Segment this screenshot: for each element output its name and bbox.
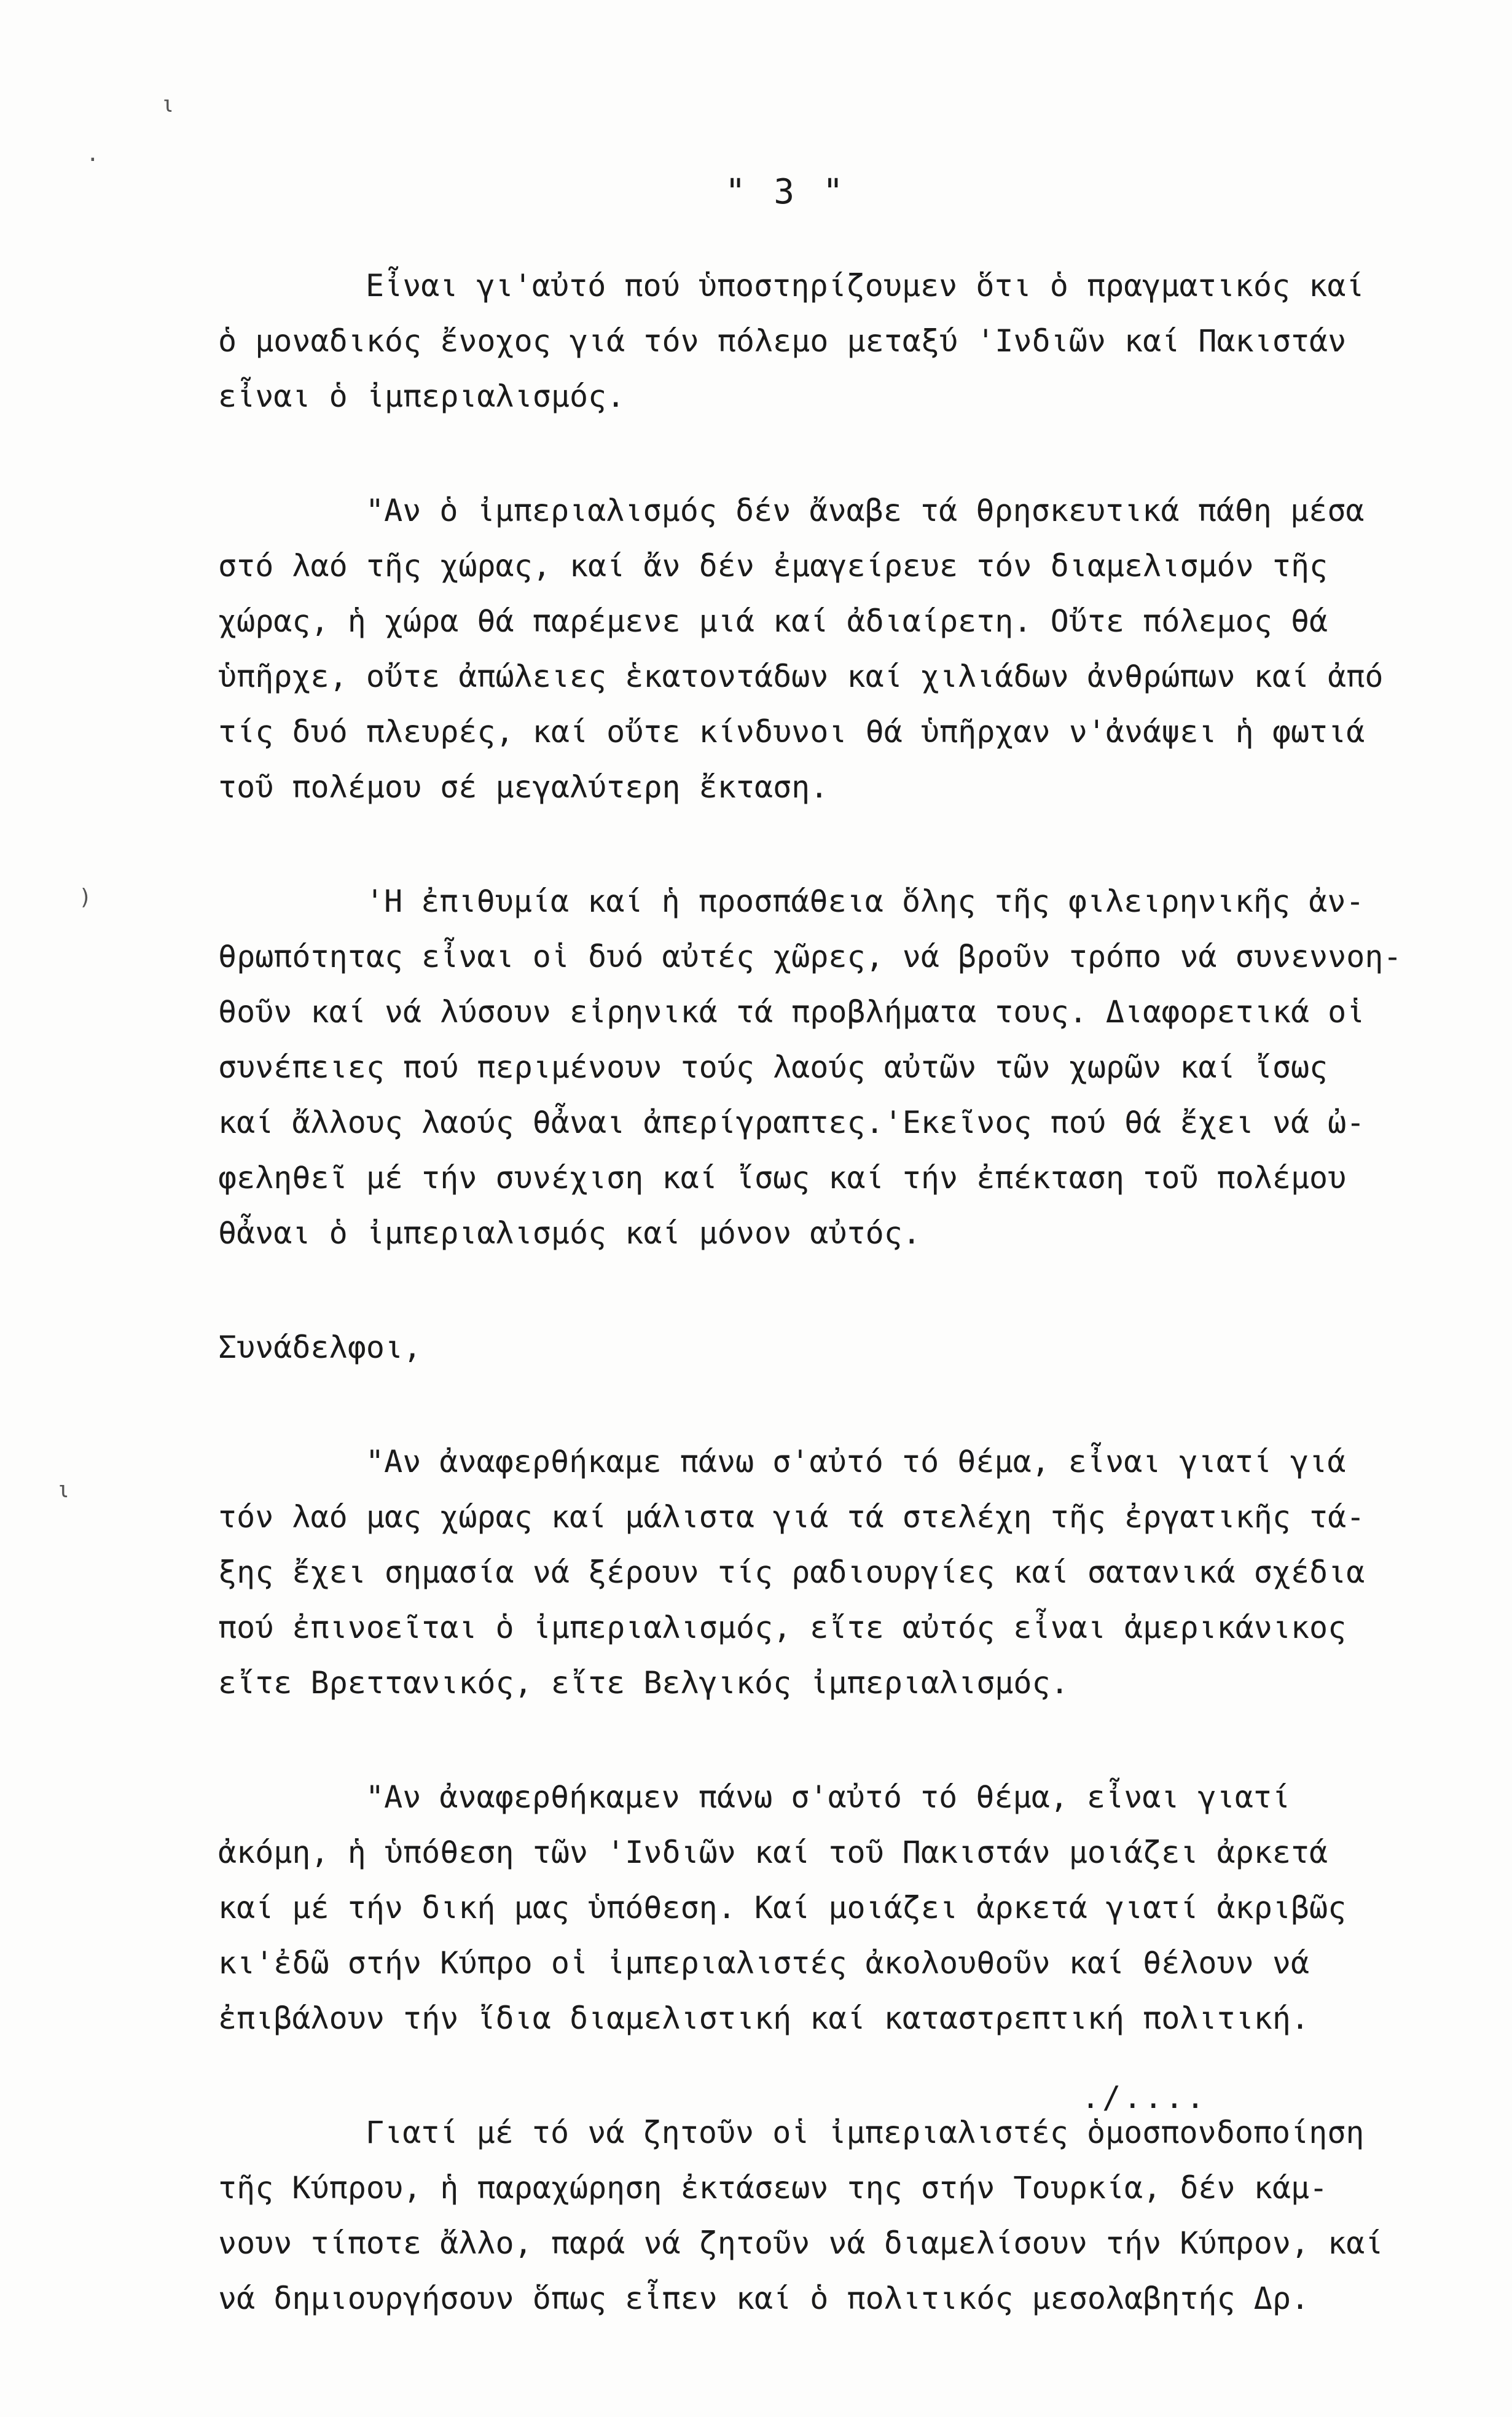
paragraph [218, 483, 1416, 815]
text-line: χώρας, ἡ χώρα θά παρέμενε μιά καί ἀδιαίρετη. Οὔτε πόλεμος θά [218, 603, 1328, 639]
text-line: ἐπιβάλουν τήν ἴδια διαμελιστική καί καταστρεπτική πολιτική. [218, 2000, 1310, 2036]
continuation-mark: ./.... [1081, 2080, 1207, 2115]
text-line: κι'ἐδῶ στήν Κύπρο οἱ ἰμπεριαλιστές ἀκολουθοῦν καί θέλουν νά [218, 1945, 1310, 1981]
text-line: θρωπότητας εἶναι οἱ δυό αὐτές χῶρες, νά βροῦν τρόπο νά συνεννοη- [218, 939, 1402, 974]
text-line: καί ἄλλους λαούς θἆναι ἀπερίγραπτες.'Εκεῖνος πού θά ἔχει νά ὠ- [218, 1105, 1365, 1140]
text-line: ὑπῆρχε, οὔτε ἀπώλειες ἑκατοντάδων καί χιλιάδων ἀνθρώπων καί ἀπό [218, 659, 1384, 694]
text-line: στό λαό τῆς χώρας, καί ἄν δέν ἐμαγείρευε τόν διαμελισμόν τῆς [218, 548, 1328, 584]
text-line: νά δημιουργήσουν ὅπως εἶπεν καί ὁ πολιτικός μεσολαβητής Δρ. [218, 2281, 1310, 2316]
text-line: τίς δυό πλευρές, καί οὔτε κίνδυνοι θά ὑπῆρχαν ν'ἀνάψει ἡ φωτιά [218, 714, 1365, 750]
scan-speck: ι [161, 92, 174, 117]
text-line: ἀκόμη, ἡ ὑπόθεση τῶν 'Ινδιῶν καί τοῦ Πακιστάν μοιάζει ἀρκετά [218, 1835, 1328, 1870]
text-line: Εἶναι γι'αὐτό πού ὑποστηρίζουμεν ὅτι ὁ πραγματικός καί [366, 268, 1365, 304]
text-line: "Αν ὁ ἰμπεριαλισμός δέν ἄναβε τά θρησκευτικά πάθη μέσα [366, 493, 1365, 528]
paragraph [218, 2105, 1416, 2326]
text-line: νουν τίποτε ἄλλο, παρά νά ζητοῦν νά διαμελίσουν τήν Κύπρον, καί [218, 2225, 1384, 2261]
text-line: πού ἐπινοεῖται ὁ ἰμπεριαλισμός, εἴτε αὐτός εἶναι ἀμερικάνικος [218, 1610, 1347, 1645]
text-line: ὁ μοναδικός ἔνοχος γιά τόν πόλεμο μεταξύ 'Ινδιῶν καί Πακιστάν [218, 323, 1347, 359]
text-line: καί μέ τήν δική μας ὑπόθεση. Καί μοιάζει ἀρκετά γιατί ἀκριβῶς [218, 1890, 1347, 1925]
text-line: εἴτε Βρεττανικός, εἴτε Βελγικός ἰμπεριαλισμός. [218, 1665, 1069, 1701]
scan-speck: ) [79, 885, 92, 910]
text-line: "Αν ἀναφερθήκαμεν πάνω σ'αὐτό τό θέμα, εἶναι γιατί [366, 1779, 1291, 1815]
text-line: τοῦ πολέμου σέ μεγαλύτερη ἔκταση. [218, 769, 829, 805]
text-line: "Αν ἀναφερθήκαμε πάνω σ'αὐτό τό θέμα, εἶναι γιατί γιά [366, 1444, 1346, 1479]
text-line: ξης ἔχει σημασία νά ξέρουν τίς ραδιουργίες καί σατανικά σχέδια [218, 1554, 1365, 1590]
scan-speck: ι [57, 1478, 70, 1503]
text-line: τόν λαό μας χώρας καί μάλιστα γιά τά στελέχη τῆς ἐργατικῆς τά- [218, 1499, 1365, 1535]
text-line: θἆναι ὁ ἰμπεριαλισμός καί μόνον αὐτός. [218, 1215, 921, 1251]
text-line: 'Η ἐπιθυμία καί ἡ προσπάθεια ὅλης τῆς φιλειρηνικῆς ἀν- [366, 883, 1365, 919]
paragraph [218, 1434, 1416, 1710]
scan-speck: · [86, 147, 100, 173]
paragraph [218, 258, 1416, 424]
text-line: φεληθεῖ μέ τήν συνέχιση καί ἴσως καί τήν ἐπέκταση τοῦ πολέμου [218, 1160, 1347, 1196]
paragraph [218, 874, 1416, 1261]
paragraph [218, 1769, 1416, 2046]
text-line: εἶναι ὁ ἰμπεριαλισμός. [218, 378, 625, 414]
text-line: Γιατί μέ τό νά ζητοῦν οἱ ἰμπεριαλιστές ὁμοσπονδοποίηση [366, 2115, 1365, 2150]
letter-body [218, 258, 1416, 2385]
page-number: " 3 " [725, 172, 847, 212]
salutation: Συνάδελφοι, [218, 1330, 422, 1365]
text-line: τῆς Κύπρου, ἡ παραχώρηση ἐκτάσεων της στήν Τουρκία, δέν κάμ- [218, 2170, 1328, 2206]
text-line: συνέπειες πού περιμένουν τούς λαούς αὐτῶν τῶν χωρῶν καί ἴσως [218, 1049, 1328, 1085]
text-line: θοῦν καί νά λύσουν εἰρηνικά τά προβλήματα τους. Διαφορετικά οἱ [218, 994, 1365, 1030]
